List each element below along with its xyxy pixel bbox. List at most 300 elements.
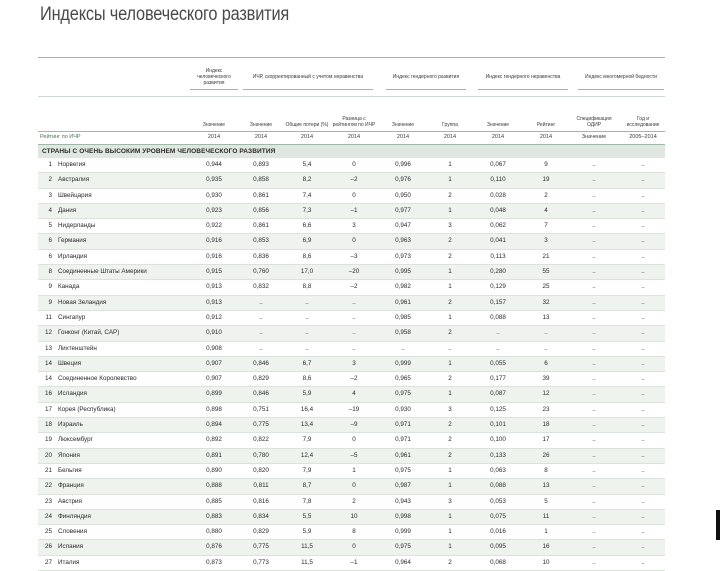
row-cell: 6,9 — [302, 237, 312, 245]
row-country: Испания — [58, 543, 83, 551]
row-country: Япония — [58, 451, 80, 459]
row-cell: .. — [592, 436, 596, 444]
row-cell: 7,8 — [302, 497, 312, 505]
row-cell: 6 — [544, 359, 548, 367]
row-cell: 0,028 — [490, 191, 506, 199]
row-cell: 0,912 — [206, 313, 222, 321]
year-2: 2014 — [300, 134, 314, 140]
row-cell: 0,811 — [253, 482, 269, 490]
row-cell: .. — [592, 405, 596, 413]
row-rank: 2 — [48, 176, 52, 184]
row-cell: 0,907 — [206, 375, 222, 383]
row-cell: 17,0 — [300, 268, 314, 276]
row-cell: 18 — [542, 421, 550, 429]
row-cell: .. — [259, 329, 263, 337]
row-country: Нидерланды — [58, 222, 96, 230]
page-title: Индексы человеческого развития — [40, 4, 290, 25]
row-cell: 2 — [544, 191, 548, 199]
row-cell: .. — [592, 283, 596, 291]
row-cell: 0,894 — [206, 421, 222, 429]
row-cell: 8,6 — [302, 252, 312, 260]
row-cell: .. — [641, 313, 645, 321]
row-cell: 2 — [448, 436, 452, 444]
row-cell: .. — [641, 543, 645, 551]
row-cell: 0,100 — [490, 436, 506, 444]
row-cell: 0,915 — [206, 268, 222, 276]
row-cell: 0,880 — [206, 528, 222, 536]
row-cell: 0,113 — [490, 252, 506, 260]
row-cell: 0,998 — [395, 512, 411, 520]
row-cell: 23 — [542, 405, 550, 413]
row-cell: 1 — [448, 206, 452, 214]
row-cell: 6,7 — [302, 359, 312, 367]
row-cell: 0,935 — [206, 176, 222, 184]
row-cell: 0,996 — [395, 161, 411, 168]
row-cell: 4 — [544, 206, 548, 214]
row-cell: .. — [641, 329, 645, 337]
row-cell: 3 — [448, 405, 452, 413]
table-body — [38, 158, 665, 571]
row-cell: .. — [592, 497, 596, 505]
row-cell: .. — [641, 176, 645, 184]
row-rank: 23 — [44, 497, 52, 505]
row-cell: 0,944 — [206, 161, 222, 168]
row-cell: 0 — [352, 161, 356, 168]
row-cell: 2 — [448, 191, 452, 199]
group-gdi: Индекс гендерного развития — [392, 74, 460, 80]
subcol-2: Общие потери (%) — [285, 122, 329, 128]
row-cell: 0,922 — [206, 222, 222, 230]
row-cell: .. — [641, 222, 645, 230]
row-rank: 8 — [48, 268, 52, 276]
row-cell: 0,068 — [490, 558, 506, 566]
row-cell: 8,8 — [302, 283, 312, 291]
table-row — [38, 372, 665, 387]
row-rank: 22 — [44, 482, 52, 490]
row-cell: 0,055 — [490, 359, 506, 367]
row-cell: .. — [592, 222, 596, 230]
row-cell: 2 — [448, 558, 452, 566]
row-country: Бельгия — [58, 466, 82, 474]
row-cell: .. — [641, 466, 645, 474]
row-cell: 3 — [544, 237, 548, 245]
row-country: Германия — [58, 237, 87, 245]
row-cell: 0,977 — [395, 206, 411, 214]
row-cell: 1 — [352, 466, 356, 474]
rank-header-label: Рейтинг по ИЧР — [40, 134, 81, 140]
row-cell: 8 — [352, 528, 356, 536]
row-cell: .. — [592, 466, 596, 474]
row-cell: 0,971 — [395, 421, 411, 429]
row-cell: 1 — [448, 466, 452, 474]
group-mpi: Индекс многомерной бедности — [585, 74, 657, 80]
row-cell: 0,157 — [490, 298, 506, 306]
row-cell: .. — [592, 176, 596, 184]
row-cell: .. — [641, 237, 645, 245]
row-country: Финляндия — [58, 512, 91, 520]
row-cell: 0,858 — [253, 176, 269, 184]
row-cell: 0,063 — [490, 466, 506, 474]
row-cell: 7 — [544, 222, 548, 230]
row-cell: .. — [592, 390, 596, 398]
table-row — [38, 449, 665, 464]
row-cell: 26 — [542, 451, 550, 459]
table-row — [38, 540, 665, 555]
row-cell: .. — [641, 161, 645, 168]
row-cell: 0,999 — [395, 359, 411, 367]
row-cell: 2 — [448, 252, 452, 260]
row-cell: 0,861 — [253, 222, 269, 230]
table-row — [38, 387, 665, 402]
row-cell: 0,832 — [253, 283, 269, 291]
row-rank: 16 — [44, 390, 52, 398]
row-cell: 1 — [448, 268, 452, 276]
table-row — [38, 296, 665, 311]
row-cell: –1 — [350, 558, 358, 566]
row-cell: .. — [352, 329, 356, 337]
row-cell: 2 — [448, 298, 452, 306]
row-cell: 7,4 — [302, 191, 312, 199]
year-3: 2014 — [347, 134, 361, 140]
row-cell: .. — [259, 298, 263, 306]
row-cell: 3 — [448, 222, 452, 230]
row-cell: 0,856 — [253, 206, 269, 214]
row-cell: .. — [592, 421, 596, 429]
row-cell: .. — [592, 206, 596, 214]
row-cell: 0,964 — [395, 558, 411, 566]
table-row — [38, 204, 665, 219]
row-cell: 6,6 — [302, 222, 312, 230]
row-cell: –2 — [350, 283, 358, 291]
row-cell: .. — [592, 313, 596, 321]
row-cell: 8,2 — [302, 176, 312, 184]
row-cell: 0,943 — [395, 497, 411, 505]
table-row — [38, 234, 665, 249]
row-rank: 25 — [44, 528, 52, 536]
row-cell: 0,101 — [490, 421, 506, 429]
row-cell: .. — [641, 191, 645, 199]
year-1: 2014 — [254, 134, 268, 140]
row-cell: 0,923 — [206, 206, 222, 214]
table-row — [38, 479, 665, 494]
row-cell: .. — [592, 512, 596, 520]
row-cell: 0,048 — [490, 206, 506, 214]
row-cell: .. — [641, 421, 645, 429]
row-country: Швеция — [58, 359, 82, 367]
row-cell: 0,999 — [395, 528, 411, 536]
table-row — [38, 357, 665, 372]
row-cell: .. — [641, 252, 645, 260]
row-country: Исландия — [58, 390, 87, 398]
row-cell: 5,4 — [302, 161, 312, 168]
row-cell: 0,893 — [253, 161, 269, 168]
table-row — [38, 311, 665, 326]
row-cell: 39 — [542, 375, 550, 383]
row-cell: 7,3 — [302, 206, 312, 214]
row-cell: .. — [592, 359, 596, 367]
row-cell: 1 — [448, 359, 452, 367]
row-cell: 2 — [448, 329, 452, 337]
row-cell: 0,873 — [206, 558, 222, 566]
row-cell: 0,910 — [206, 329, 222, 337]
row-cell: 3 — [352, 222, 356, 230]
row-cell: 0 — [352, 436, 356, 444]
row-cell: 1 — [448, 176, 452, 184]
table-row — [38, 280, 665, 295]
row-cell: 2 — [448, 451, 452, 459]
row-cell: 1 — [448, 543, 452, 551]
subcol-9: Год и исследование — [626, 116, 660, 128]
row-cell: 0,961 — [395, 298, 411, 306]
row-rank: 14 — [44, 359, 52, 367]
row-cell: 0,088 — [490, 313, 506, 321]
year-6: 2014 — [491, 134, 505, 140]
row-cell: .. — [259, 344, 263, 352]
row-cell: .. — [592, 161, 596, 168]
row-country: Лихтенштейн — [58, 344, 97, 352]
row-country: Ирландия — [58, 252, 88, 260]
row-cell: 0,016 — [490, 528, 506, 536]
row-cell: 0,820 — [253, 466, 269, 474]
row-cell: 3 — [352, 359, 356, 367]
group-ihdi: ИЧР, скорректированный с учетом неравенства — [252, 74, 364, 80]
row-cell: .. — [592, 451, 596, 459]
row-cell: .. — [592, 298, 596, 306]
year-0: 2014 — [207, 134, 221, 140]
row-cell: 0,908 — [206, 344, 222, 352]
row-cell: .. — [592, 344, 596, 352]
row-cell: .. — [592, 543, 596, 551]
row-cell: .. — [544, 344, 548, 352]
row-cell: 16,4 — [300, 405, 314, 413]
row-cell: 5,9 — [302, 528, 312, 536]
row-rank: 9 — [48, 298, 52, 306]
row-country: Канада — [58, 283, 80, 291]
row-cell: 10 — [350, 512, 358, 520]
row-cell: –2 — [350, 375, 358, 383]
edge-marker — [716, 510, 720, 540]
row-cell: 0,975 — [395, 390, 411, 398]
table-row — [38, 158, 665, 173]
table-row — [38, 525, 665, 540]
row-country: Словения — [58, 528, 87, 536]
row-cell: 0,280 — [490, 268, 506, 276]
row-cell: –19 — [348, 405, 360, 413]
table-row — [38, 250, 665, 265]
row-cell: 7,9 — [302, 436, 312, 444]
row-cell: 0,963 — [395, 237, 411, 245]
row-cell: 0,971 — [395, 436, 411, 444]
row-cell: 0,930 — [206, 191, 222, 199]
row-country: Австрия — [58, 497, 82, 505]
row-cell: .. — [641, 528, 645, 536]
row-cell: 0,829 — [253, 375, 269, 383]
row-cell: .. — [641, 206, 645, 214]
row-cell: .. — [592, 268, 596, 276]
subcol-3: Разница с рейтингом по ИЧР — [332, 116, 376, 128]
row-cell: 11,5 — [301, 543, 313, 551]
row-rank: 19 — [44, 436, 52, 444]
row-cell: 0 — [352, 191, 356, 199]
row-cell: 10 — [542, 558, 550, 566]
subcol-0: Значение — [202, 122, 226, 128]
row-country: Соединенное Королевство — [58, 375, 137, 383]
row-cell: 0,913 — [206, 298, 222, 306]
row-cell: 0,973 — [395, 252, 411, 260]
row-country: Австралия — [58, 176, 90, 184]
row-cell: 0,890 — [206, 466, 222, 474]
row-cell: 4 — [352, 390, 356, 398]
row-country: Корея (Республика) — [58, 405, 116, 413]
row-cell: .. — [641, 375, 645, 383]
row-cell: 0,075 — [490, 512, 506, 520]
row-rank: 9 — [48, 283, 52, 291]
row-cell: 1 — [448, 482, 452, 490]
group-hdi: Индекс человеческого развития — [197, 68, 231, 86]
row-cell: 0,891 — [206, 451, 222, 459]
row-cell: 0 — [352, 543, 356, 551]
row-cell: 0,846 — [253, 359, 269, 367]
row-cell: .. — [352, 313, 356, 321]
row-cell: .. — [592, 252, 596, 260]
row-cell: .. — [352, 344, 356, 352]
row-cell: 0,773 — [253, 558, 269, 566]
row-cell: .. — [592, 191, 596, 199]
row-cell: 1 — [448, 313, 452, 321]
row-cell: .. — [592, 329, 596, 337]
row-cell: 1 — [448, 283, 452, 291]
hdi-table — [38, 57, 665, 571]
row-cell: 1 — [448, 528, 452, 536]
row-cell: 0,853 — [253, 237, 269, 245]
group-gii: Индекс гендерного неравенства — [485, 74, 561, 80]
row-cell: .. — [401, 344, 405, 352]
row-cell: .. — [305, 344, 309, 352]
table-row — [38, 189, 665, 204]
row-cell: .. — [641, 512, 645, 520]
row-cell: 0,883 — [206, 512, 222, 520]
row-cell: 7,9 — [302, 466, 312, 474]
row-cell: .. — [641, 283, 645, 291]
row-cell: .. — [305, 329, 309, 337]
row-cell: 0,987 — [395, 482, 411, 490]
row-cell: 0 — [352, 237, 356, 245]
subcol-5: Группа — [442, 122, 458, 128]
row-cell: 0,053 — [490, 497, 506, 505]
row-cell: 5,9 — [302, 390, 312, 398]
row-cell: .. — [592, 528, 596, 536]
row-cell: 55 — [542, 268, 550, 276]
row-cell: 0,930 — [395, 405, 411, 413]
row-country: Гонконг (Китай, САР) — [58, 329, 120, 337]
row-cell: 0,088 — [490, 482, 506, 490]
row-cell: 0,751 — [253, 405, 269, 413]
row-cell: .. — [544, 329, 548, 337]
row-country: Люксембург — [58, 436, 93, 444]
row-cell: 5 — [544, 497, 548, 505]
row-country: Новая Зеландия — [58, 298, 107, 306]
row-cell: 0,816 — [253, 497, 269, 505]
row-cell: .. — [448, 344, 452, 352]
row-cell: 0,876 — [206, 543, 222, 551]
row-cell: 0,087 — [490, 390, 506, 398]
row-cell: 0,062 — [490, 222, 506, 230]
row-cell: 0,775 — [253, 421, 269, 429]
row-cell: .. — [641, 344, 645, 352]
row-cell: 13 — [542, 482, 550, 490]
row-cell: .. — [592, 237, 596, 245]
row-country: Дания — [58, 206, 77, 214]
row-cell: –1 — [350, 206, 358, 214]
row-cell: 0,982 — [395, 283, 411, 291]
row-rank: 1 — [48, 161, 52, 168]
row-cell: 32 — [542, 298, 550, 306]
row-cell: 0,129 — [490, 283, 506, 291]
row-cell: 12,4 — [300, 451, 314, 459]
row-cell: 0,916 — [206, 237, 222, 245]
year-9: 2005–2014 — [629, 134, 657, 140]
row-cell: 21 — [542, 252, 550, 260]
row-cell: 1 — [544, 528, 548, 536]
year-7: 2014 — [539, 134, 553, 140]
row-rank: 17 — [44, 405, 52, 413]
row-rank: 14 — [44, 375, 52, 383]
row-cell: 0,961 — [395, 451, 411, 459]
row-country: Франция — [58, 482, 84, 490]
row-cell: 8,6 — [302, 375, 312, 383]
row-cell: .. — [641, 436, 645, 444]
row-cell: 0,041 — [490, 237, 506, 245]
row-cell: 0,829 — [253, 528, 269, 536]
row-rank: 27 — [44, 558, 52, 566]
row-cell: 0,995 — [395, 268, 411, 276]
row-cell: 0,846 — [253, 390, 269, 398]
row-cell: 0,950 — [395, 191, 411, 199]
row-cell: .. — [641, 497, 645, 505]
row-cell: 0,861 — [253, 191, 269, 199]
row-cell: .. — [592, 558, 596, 566]
row-cell: 0,916 — [206, 252, 222, 260]
row-cell: 8,7 — [302, 482, 312, 490]
row-cell: 0,775 — [253, 543, 269, 551]
row-cell: .. — [259, 313, 263, 321]
table-row — [38, 495, 665, 510]
year-4: 2014 — [396, 134, 410, 140]
row-cell: .. — [352, 298, 356, 306]
row-cell: 0,885 — [206, 497, 222, 505]
row-cell: –20 — [348, 268, 360, 276]
row-cell: 11,5 — [301, 558, 313, 566]
row-cell: 16 — [542, 543, 550, 551]
row-rank: 18 — [44, 421, 52, 429]
row-cell: 3 — [448, 497, 452, 505]
table-row — [38, 433, 665, 448]
row-rank: 6 — [48, 237, 52, 245]
row-cell: 0,985 — [395, 313, 411, 321]
table-row — [38, 464, 665, 479]
subcol-7: Рейтинг — [536, 122, 556, 128]
row-rank: 20 — [44, 451, 52, 459]
table-row — [38, 403, 665, 418]
row-rank: 5 — [48, 222, 52, 230]
row-cell: 17 — [542, 436, 550, 444]
row-rank: 3 — [48, 191, 52, 199]
table-row — [38, 219, 665, 234]
row-rank: 4 — [48, 206, 52, 214]
row-cell: 0,836 — [253, 252, 269, 260]
row-rank: 21 — [44, 466, 52, 474]
row-cell: .. — [641, 390, 645, 398]
